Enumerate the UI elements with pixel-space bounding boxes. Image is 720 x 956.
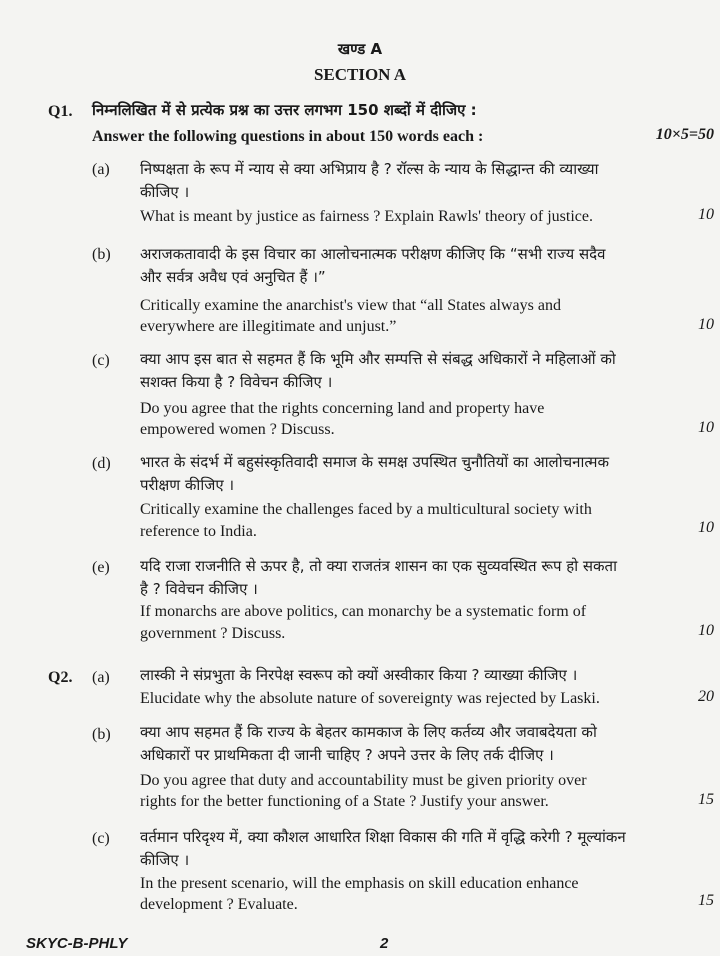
part-label: (c)	[92, 830, 110, 847]
question-text-hindi: और सर्वत्र अवैध एवं अनुचित हैं ।”	[140, 268, 326, 286]
part-label: (d)	[92, 455, 111, 472]
question-text-english: Do you agree that the rights concerning land and property have	[140, 400, 545, 417]
question-text-english: In the present scenario, will the emphasis on skill education enhance	[140, 875, 579, 892]
question-number: Q1.	[48, 103, 73, 120]
question-text-english: rights for the better functioning of a State ? Justify your answer.	[140, 793, 549, 810]
question-text-english: reference to India.	[140, 523, 257, 540]
question-text-hindi: क्या आप सहमत हैं कि राज्य के बेहतर कामकाज के लिए कर्तव्य और जवाबदेयता को	[140, 723, 597, 741]
part-label: (b)	[92, 246, 111, 263]
question-text-english: Do you agree that duty and accountability must be given priority over	[140, 772, 587, 789]
question-text-english: If monarchs are above politics, can monarchy be a systematic form of	[140, 603, 587, 620]
question-text-hindi: निष्पक्षता के रूप में न्याय से क्या अभिप्राय है ? रॉल्स के न्याय के सिद्धान्त की व्याख्या	[140, 160, 599, 178]
question-text-hindi: परीक्षण कीजिए ।	[140, 476, 235, 494]
question-text-hindi: अधिकारों पर प्राथमिकता दी जानी चाहिए ? अपने उत्तर के लिए तर्क दीजिए ।	[140, 746, 554, 764]
marks: 10	[698, 622, 714, 639]
marks: 20	[698, 688, 714, 705]
part-label: (a)	[92, 161, 110, 178]
question-text-english: Critically examine the challenges faced by a multicultural society with	[140, 501, 592, 518]
question-text-english: What is meant by justice as fairness ? Explain Rawls' theory of justice.	[140, 208, 593, 225]
part-label: (c)	[92, 352, 110, 369]
question-text-english: Elucidate why the absolute nature of sovereignty was rejected by Laski.	[140, 690, 600, 707]
question-text-hindi: कीजिए ।	[140, 183, 190, 201]
part-label: (e)	[92, 559, 110, 576]
question-text-hindi: यदि राजा राजनीति से ऊपर है, तो क्या राजतंत्र शासन का एक सुव्यवस्थित रूप हो सकता	[140, 557, 617, 575]
question-text-hindi: है ? विवेचन कीजिए ।	[140, 580, 258, 598]
question-text-english: empowered women ? Discuss.	[140, 421, 335, 438]
question-text-hindi: भारत के संदर्भ में बहुसंस्कृतिवादी समाज के समक्ष उपस्थित चुनौतियों का आलोचनात्मक	[140, 453, 610, 471]
question-text-english: everywhere are illegitimate and unjust.”	[140, 318, 397, 335]
question-text-hindi: कीजिए ।	[140, 851, 190, 869]
part-label: (b)	[92, 726, 111, 743]
marks: 10	[698, 316, 714, 333]
question-text-english: Critically examine the anarchist's view that “all States always and	[140, 297, 561, 314]
question-text-english: government ? Discuss.	[140, 625, 286, 642]
marks-total: 10×5=50	[655, 126, 714, 143]
marks: 15	[698, 791, 714, 808]
question-text-hindi: अराजकतावादी के इस विचार का आलोचनात्मक परीक्षण कीजिए कि “सभी राज्य सदैव	[140, 245, 606, 263]
question-text-english: development ? Evaluate.	[140, 896, 298, 913]
question-text-hindi: क्या आप इस बात से सहमत हैं कि भूमि और सम्पत्ति से संबद्ध अधिकारों ने महिलाओं को	[140, 350, 616, 368]
section-title-hindi: खण्ड A	[337, 40, 383, 58]
section-title: SECTION A	[313, 65, 407, 84]
instruction-hindi: निम्नलिखित में से प्रत्येक प्रश्न का उत्तर लगभग 150 शब्दों में दीजिए :	[92, 101, 477, 119]
instruction-english: Answer the following questions in about 150 words each :	[92, 128, 484, 145]
marks: 10	[698, 419, 714, 436]
question-text-hindi: वर्तमान परिदृश्य में, क्या कौशल आधारित शिक्षा विकास की गति में वृद्धि करेगी ? मूल्यांकन	[140, 828, 626, 846]
marks: 10	[698, 519, 714, 536]
question-text-hindi: सशक्त किया है ? विवेचन कीजिए ।	[140, 373, 333, 391]
question-number: Q2.	[48, 669, 73, 686]
part-label: (a)	[92, 669, 110, 686]
question-text-hindi: लास्की ने संप्रभुता के निरपेक्ष स्वरूप को क्यों अस्वीकार किया ? व्याख्या कीजिए ।	[140, 666, 578, 684]
marks: 10	[698, 206, 714, 223]
marks: 15	[698, 892, 714, 909]
page-number: 2	[380, 935, 389, 952]
paper-code: SKYC-B-PHLY	[26, 935, 128, 952]
